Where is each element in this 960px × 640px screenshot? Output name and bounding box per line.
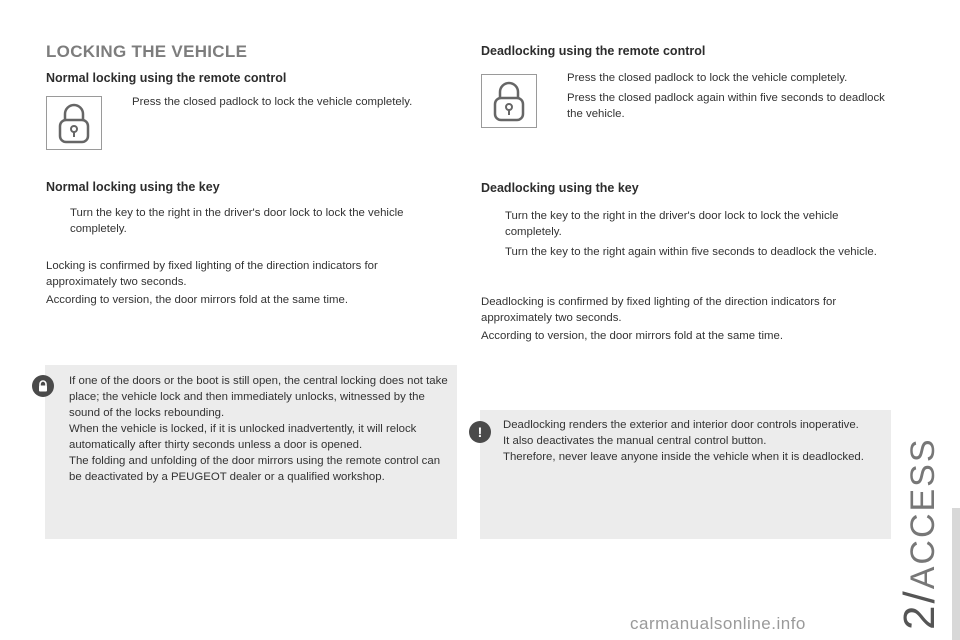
warning-paragraph: Deadlocking renders the exterior and interior door controls inoperative.: [503, 419, 859, 431]
paragraph: Deadlocking is confirmed by fixed lighting of the direction indicators for approximately two seconds.: [481, 296, 837, 324]
bullet-item: Turn the key to the right again within five seconds to deadlock the vehicle.: [481, 244, 891, 260]
bullet-item: Press the closed padlock to lock the vehicle completely.: [543, 70, 893, 86]
page-edge-bar: [952, 508, 960, 640]
section-heading-deadlock-remote: Deadlocking using the remote control: [481, 44, 706, 58]
bullet-arrow-icon: [481, 208, 505, 240]
chapter-number: 2: [895, 603, 944, 630]
page-title: LOCKING THE VEHICLE: [46, 42, 248, 61]
bullet-arrow-icon: [543, 70, 567, 86]
chapter-label: [895, 400, 955, 630]
exclamation-icon: !: [469, 421, 491, 443]
info-paragraph: When the vehicle is locked, if it is unlocked inadvertently, it will relock automatically after thirty seconds unless a door is opened.: [69, 423, 417, 451]
bullet-arrow-icon: [108, 94, 132, 110]
remote-padlock-button-image: [46, 96, 102, 150]
padlock-info-icon: [32, 375, 54, 397]
bullet-arrow-icon: [481, 244, 505, 260]
bullet-arrow-icon: [543, 90, 567, 122]
padlock-icon: [482, 75, 536, 127]
warning-paragraph: It also deactivates the manual central control button.: [503, 435, 767, 447]
info-paragraph: If one of the doors or the boot is still open, the central locking does not take place; the vehicle lock and then immediately unlocks, witnessed by the sound of the locks rebounding.: [69, 375, 448, 419]
bullet-item: Turn the key to the right in the driver's door lock to lock the vehicle completely.: [46, 205, 456, 237]
section-heading-deadlock-key: Deadlocking using the key: [481, 181, 639, 195]
bullet-arrow-icon: [46, 205, 70, 237]
section-heading-normal-key: Normal locking using the key: [46, 180, 220, 194]
remote-padlock-button-image: [481, 74, 537, 128]
section-heading-normal-remote: Normal locking using the remote control: [46, 71, 287, 85]
paragraph: According to version, the door mirrors fold at the same time.: [46, 294, 348, 306]
chapter-slash: /: [895, 589, 944, 604]
paragraph: Locking is confirmed by fixed lighting of the direction indicators for approximately two seconds.: [46, 260, 378, 288]
padlock-icon: [47, 97, 101, 149]
bullet-item: Press the closed padlock again within five seconds to deadlock the vehicle.: [543, 90, 893, 122]
info-paragraph: The folding and unfolding of the door mirrors using the remote control can be deactivated by a PEUGEOT dealer or a qualified workshop.: [69, 455, 441, 483]
warning-paragraph: Therefore, never leave anyone inside the vehicle when it is deadlocked.: [503, 451, 864, 463]
paragraph: According to version, the door mirrors fold at the same time.: [481, 330, 783, 342]
watermark: carmanualsonline.info: [630, 614, 806, 633]
bullet-item: Press the closed padlock to lock the vehicle completely.: [108, 94, 458, 110]
chapter-title: ACCESS: [904, 437, 942, 590]
bullet-item: Turn the key to the right in the driver's door lock to lock the vehicle completely.: [481, 208, 891, 240]
